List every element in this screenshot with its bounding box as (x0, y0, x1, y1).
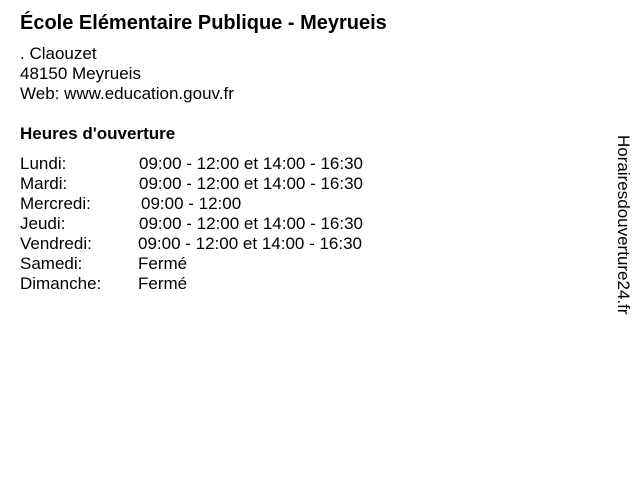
day-label: Mercredi: (20, 194, 91, 213)
time-value: Fermé (138, 254, 188, 273)
address-block (20, 44, 234, 104)
day-label: Samedi: (20, 254, 83, 273)
day-label: Jeudi: (20, 214, 66, 233)
time-value: 09:00 - 12:00 et 14:00 - 16:30 (138, 234, 363, 253)
day-label: Vendredi: (20, 234, 92, 253)
address-street: . Claouzet (20, 44, 97, 63)
page-title: École Elémentaire Publique - Meyrueis (20, 12, 387, 34)
time-value: 09:00 - 12:00 (141, 194, 242, 213)
website-link[interactable]: Web: www.education.gouv.fr (20, 84, 234, 103)
day-label: Lundi: (20, 154, 67, 173)
time-value: 09:00 - 12:00 et 14:00 - 16:30 (139, 174, 364, 193)
day-label: Dimanche: (20, 274, 102, 293)
address-city: 48150 Meyrueis (20, 64, 141, 83)
opening-hours-heading: Heures d'ouverture (20, 124, 176, 143)
time-value: 09:00 - 12:00 et 14:00 - 16:30 (139, 154, 364, 173)
site-brand-vertical: Horairesdouverture24.fr (614, 135, 633, 315)
day-label: Mardi: (20, 174, 68, 193)
time-value: Fermé (138, 274, 188, 293)
time-value: 09:00 - 12:00 et 14:00 - 16:30 (139, 214, 364, 233)
